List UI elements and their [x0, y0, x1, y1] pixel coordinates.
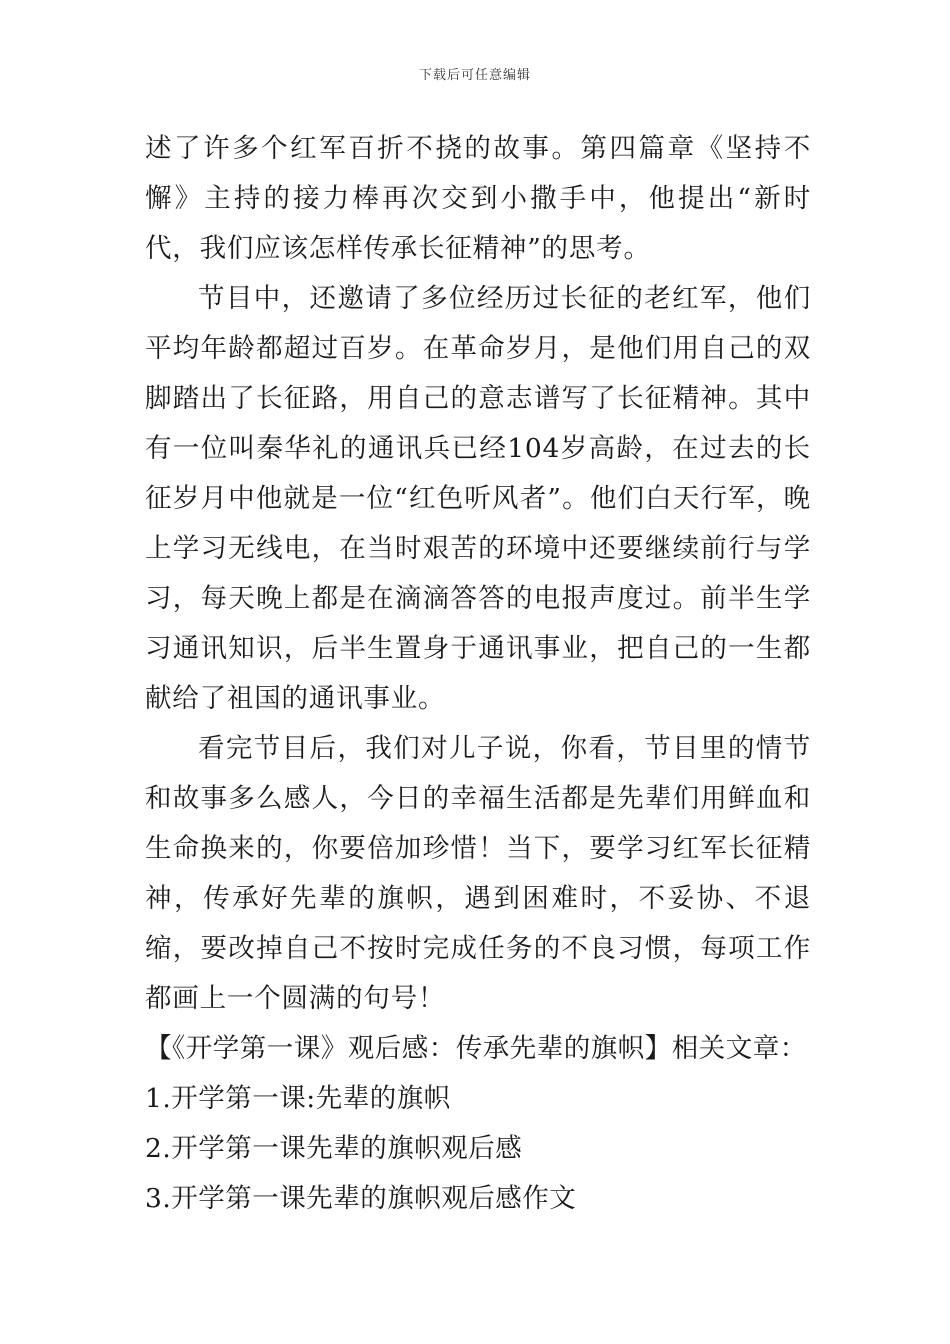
page-header: 下载后可任意编辑 — [418, 68, 531, 83]
related-article-link-2[interactable]: 2.开学第一课先辈的旗帜观后感 — [145, 1133, 523, 1164]
paragraph-2: 节目中，还邀请了多位经历过长征的老红军，他们平均年龄都超过百岁。在革命岁月，是他们用自己的双脚踏出了长征路，用自己的意志谱写了长征精神。其中有一位叫秦华礼的通讯兵已经104岁高龄，在过去的长征岁月中他就是一位“红色听风者”。他们白天行军，晚上学习无线电，在当时艰苦的环境中还要继续前行与学习，每天晚上都是在滴滴答答的电报声度过。前半生学习通讯知识，后半生置身于通讯事业，把自己的一生都献给了祖国的通讯事业。 — [145, 283, 811, 714]
document-body — [145, 124, 811, 1224]
paragraph-3: 看完节目后，我们对儿子说，你看，节目里的情节和故事多么感人，今日的幸福生活都是先辈们用鲜血和生命换来的，你要倍加珍惜！当下，要学习红军长征精神，传承好先辈的旗帜，遇到困难时，不妥协、不退缩，要改掉自己不按时完成任务的不良习惯，每项工作都画上一个圆满的句号！ — [145, 733, 811, 1014]
related-articles-title: 【《开学第一课》观后感：传承先辈的旗帜】相关文章： — [145, 1033, 807, 1064]
paragraph-1: 述了许多个红军百折不挠的故事。第四篇章《坚持不懈》主持的接力棒再次交到小撒手中，他提出“新时代，我们应该怎样传承长征精神”的思考。 — [145, 133, 811, 264]
related-article-link-1[interactable]: 1.开学第一课:先辈的旗帜 — [145, 1083, 451, 1114]
related-articles — [145, 1024, 811, 1224]
related-article-link-3[interactable]: 3.开学第一课先辈的旗帜观后感作文 — [145, 1183, 577, 1214]
